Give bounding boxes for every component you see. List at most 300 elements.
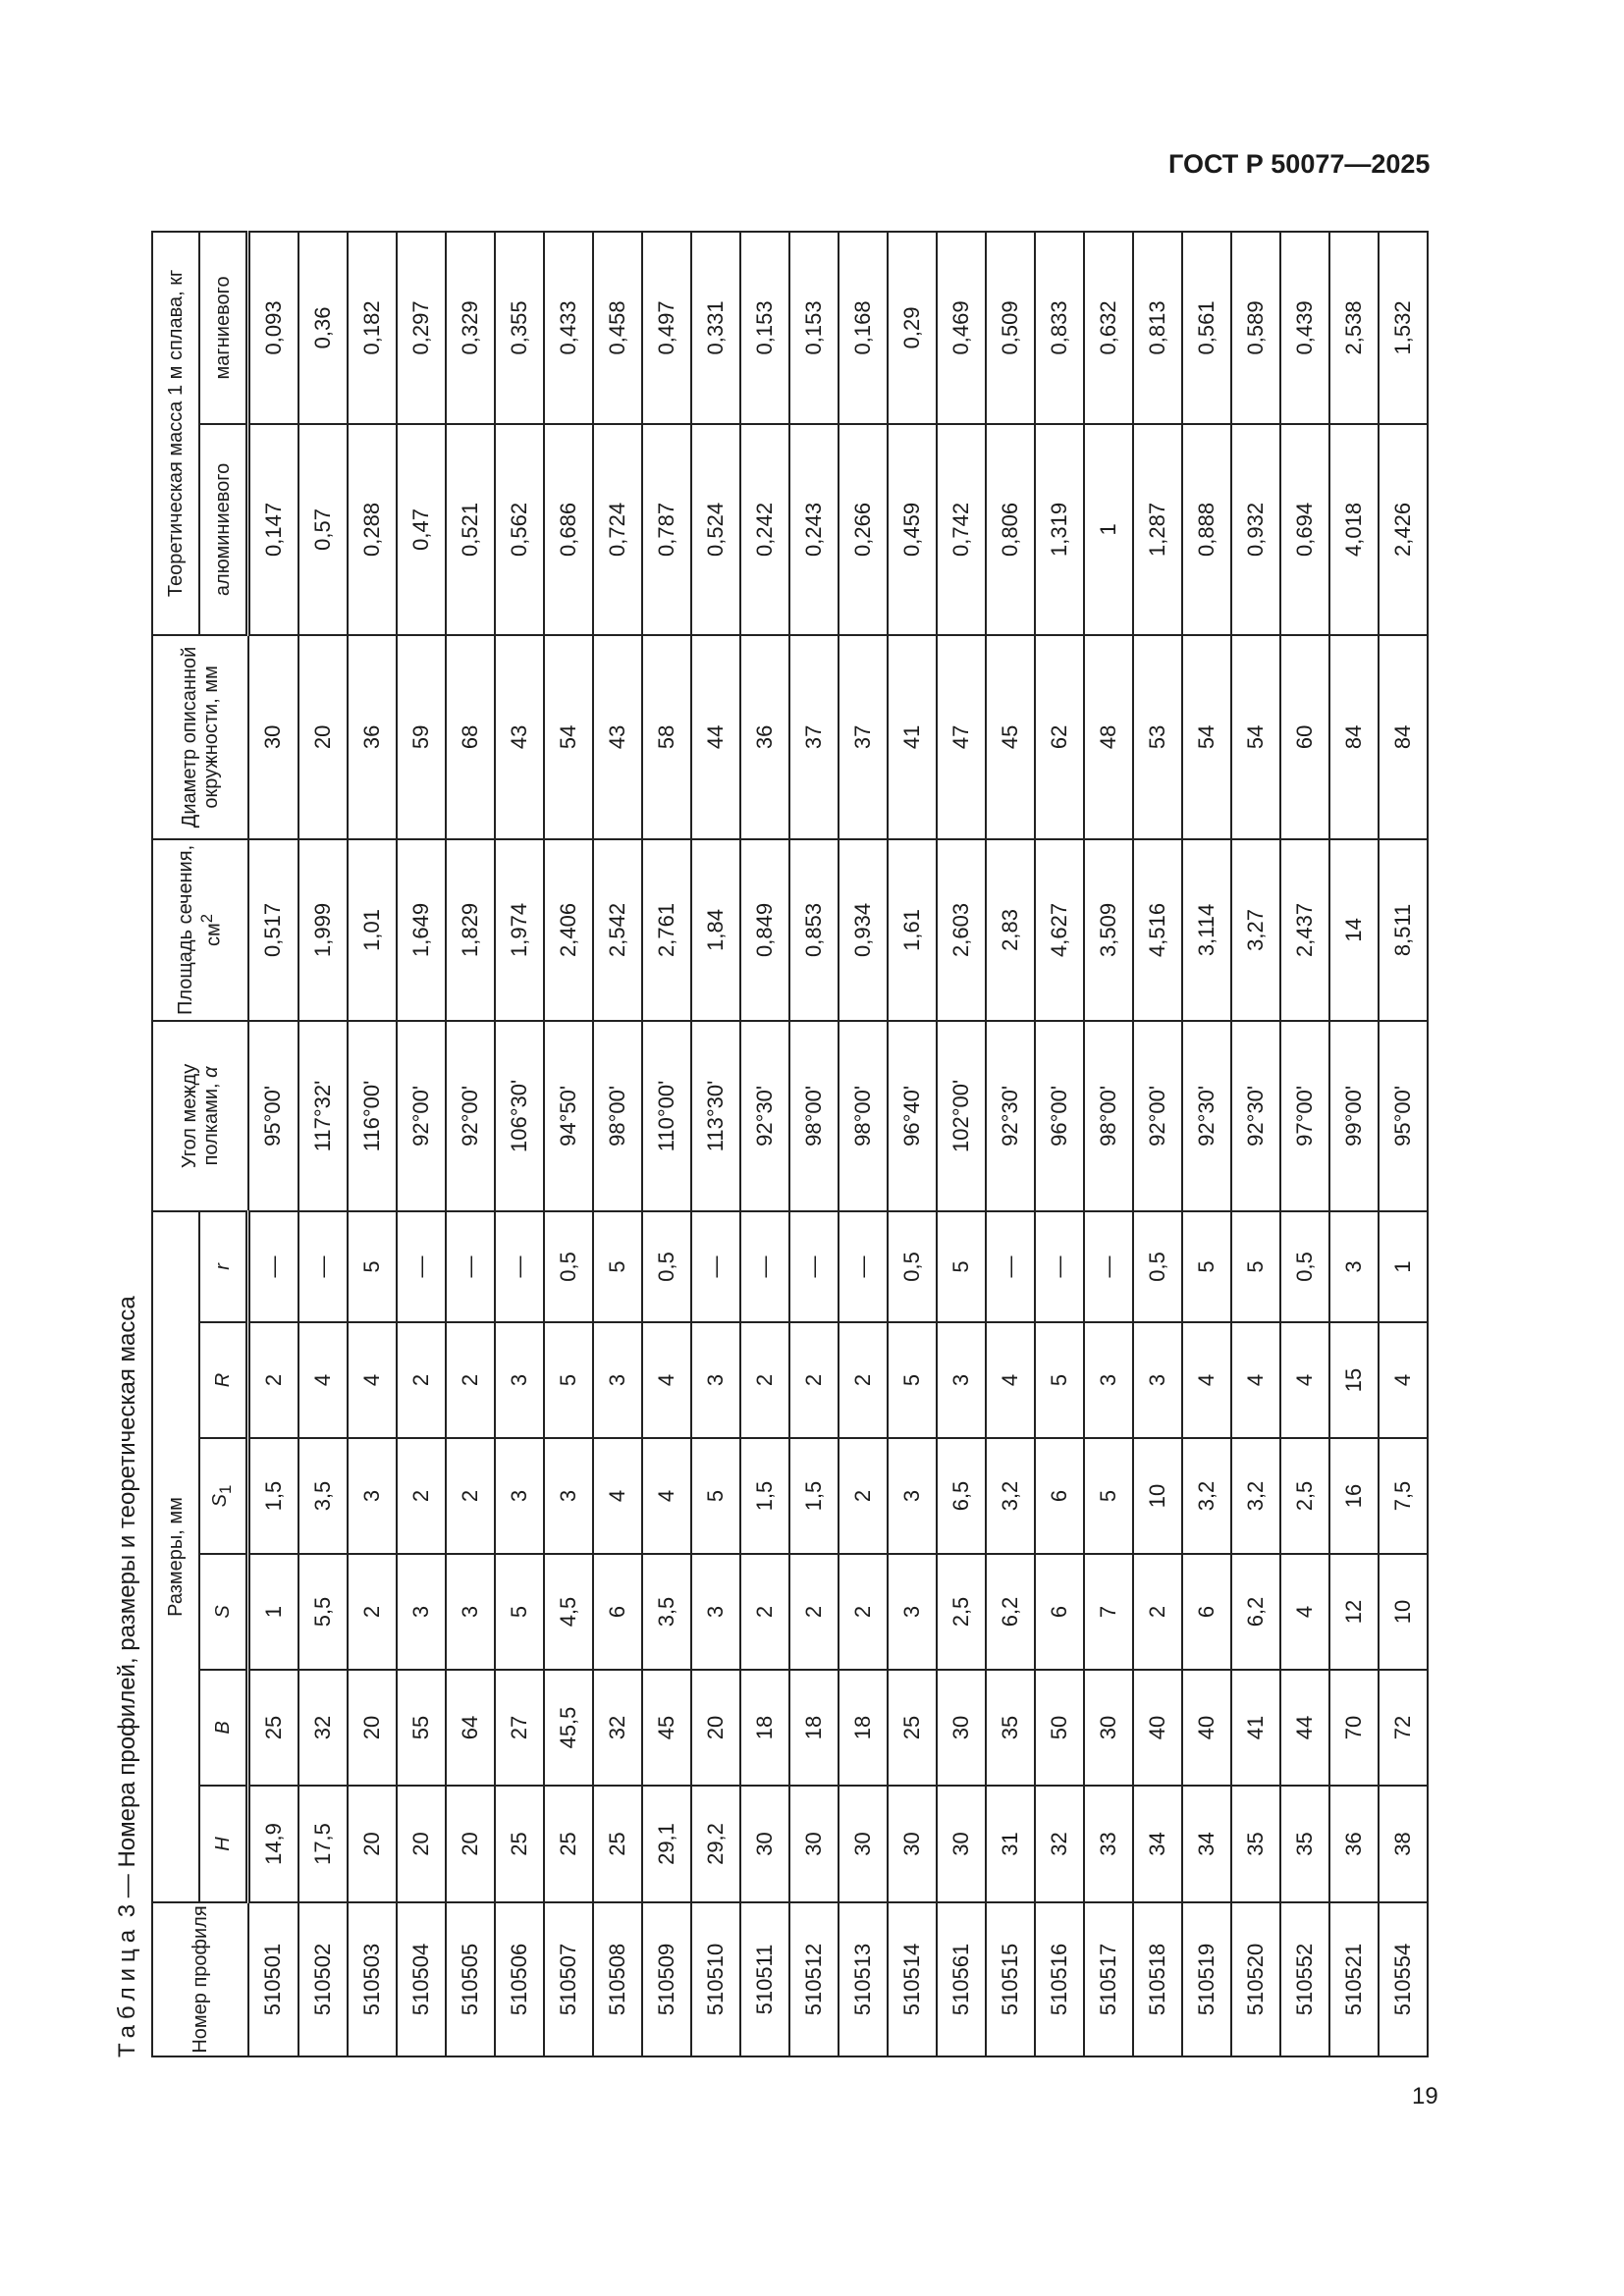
cell-angle: 96°00' [1035, 1021, 1084, 1211]
cell-area: 1,649 [397, 839, 446, 1021]
cell-B: 40 [1182, 1670, 1231, 1786]
header-area: Площадь сечения, $см^2$ [152, 839, 248, 1021]
cell-r: — [298, 1211, 348, 1322]
cell-r: 0,5 [544, 1211, 593, 1322]
cell-profile: 510505 [446, 1902, 495, 2056]
table-row [1231, 232, 1280, 2056]
cell-H: 25 [593, 1786, 642, 1902]
cell-profile: 510504 [397, 1902, 446, 2056]
cell-B: 45 [642, 1670, 691, 1786]
cell-profile: 510507 [544, 1902, 593, 2056]
cell-B: 25 [888, 1670, 937, 1786]
cell-mass-al: 0,47 [397, 424, 446, 635]
cell-mass-mg: 0,153 [740, 232, 789, 424]
cell-B: 32 [593, 1670, 642, 1786]
cell-area: 0,934 [839, 839, 888, 1021]
cell-r: 0,5 [1133, 1211, 1182, 1322]
cell-S1: 6 [1035, 1438, 1084, 1554]
cell-H: 35 [1280, 1786, 1329, 1902]
cell-diameter: 47 [937, 635, 986, 839]
cell-S: 2,5 [937, 1554, 986, 1670]
cell-diameter: 36 [740, 635, 789, 839]
table-row [397, 232, 446, 2056]
cell-r: — [740, 1211, 789, 1322]
table-row [544, 232, 593, 2056]
cell-H: 30 [839, 1786, 888, 1902]
cell-mass-al: 0,724 [593, 424, 642, 635]
cell-R: 5 [1035, 1322, 1084, 1438]
cell-profile: 510506 [495, 1902, 544, 2056]
cell-mass-mg: 1,532 [1379, 232, 1428, 424]
cell-mass-al: 4,018 [1329, 424, 1379, 635]
cell-mass-mg: 0,561 [1182, 232, 1231, 424]
cell-H: 25 [495, 1786, 544, 1902]
cell-S1: 1,5 [789, 1438, 839, 1554]
cell-H: 29,2 [691, 1786, 740, 1902]
rotated-table-block [108, 233, 1430, 2057]
cell-R: 2 [397, 1322, 446, 1438]
cell-angle: 92°30' [986, 1021, 1035, 1211]
cell-S1: 4 [642, 1438, 691, 1554]
header-profile: Номер профиля [152, 1902, 248, 2056]
cell-area: 1,84 [691, 839, 740, 1021]
header-mass: Теоретическая масса 1 м сплава, кг [152, 232, 199, 635]
cell-S1: 5 [691, 1438, 740, 1554]
cell-mass-al: 0,57 [298, 424, 348, 635]
cell-diameter: 62 [1035, 635, 1084, 839]
cell-B: 18 [789, 1670, 839, 1786]
table-row [642, 232, 691, 2056]
cell-S1: 3 [888, 1438, 937, 1554]
table-caption [108, 233, 151, 2057]
table-row [1084, 232, 1133, 2056]
cell-S: 12 [1329, 1554, 1379, 1670]
cell-B: 18 [839, 1670, 888, 1786]
cell-mass-al: 0,562 [495, 424, 544, 635]
cell-S1: 10 [1133, 1438, 1182, 1554]
cell-mass-al: 0,806 [986, 424, 1035, 635]
cell-S1: 3 [544, 1438, 593, 1554]
cell-mass-al: 0,242 [740, 424, 789, 635]
cell-mass-mg: 0,297 [397, 232, 446, 424]
cell-area: 0,849 [740, 839, 789, 1021]
cell-profile: 510519 [1182, 1902, 1231, 2056]
cell-H: 30 [789, 1786, 839, 1902]
cell-R: 4 [1231, 1322, 1280, 1438]
cell-mass-mg: 0,093 [248, 232, 299, 424]
cell-S1: 16 [1329, 1438, 1379, 1554]
cell-angle: 92°30' [1182, 1021, 1231, 1211]
cell-mass-al: 0,147 [248, 424, 299, 635]
cell-angle: 106°30' [495, 1021, 544, 1211]
cell-R: 5 [544, 1322, 593, 1438]
cell-r: — [1035, 1211, 1084, 1322]
cell-S: 2 [789, 1554, 839, 1670]
cell-R: 4 [642, 1322, 691, 1438]
cell-mass-mg: 0,469 [937, 232, 986, 424]
cell-area: 3,114 [1182, 839, 1231, 1021]
cell-mass-mg: 0,433 [544, 232, 593, 424]
cell-area: 8,511 [1379, 839, 1428, 1021]
cell-mass-al: 0,243 [789, 424, 839, 635]
cell-B: 70 [1329, 1670, 1379, 1786]
cell-angle: 92°30' [1231, 1021, 1280, 1211]
cell-diameter: 20 [298, 635, 348, 839]
cell-S: 3 [397, 1554, 446, 1670]
cell-angle: 116°00' [348, 1021, 397, 1211]
cell-area: 3,27 [1231, 839, 1280, 1021]
cell-area: 1,829 [446, 839, 495, 1021]
table-body [248, 232, 1429, 2056]
cell-angle: 102°00' [937, 1021, 986, 1211]
cell-angle: 92°00' [397, 1021, 446, 1211]
cell-mass-al: 0,787 [642, 424, 691, 635]
cell-S1: 3 [348, 1438, 397, 1554]
cell-B: 27 [495, 1670, 544, 1786]
cell-area: 0,853 [789, 839, 839, 1021]
cell-B: 20 [691, 1670, 740, 1786]
cell-S1: 3,2 [1182, 1438, 1231, 1554]
cell-r: 5 [1231, 1211, 1280, 1322]
table-row [1280, 232, 1329, 2056]
cell-diameter: 44 [691, 635, 740, 839]
cell-B: 30 [937, 1670, 986, 1786]
cell-mass-mg: 0,36 [298, 232, 348, 424]
cell-mass-mg: 0,355 [495, 232, 544, 424]
cell-B: 18 [740, 1670, 789, 1786]
cell-r: 0,5 [888, 1211, 937, 1322]
cell-H: 30 [740, 1786, 789, 1902]
cell-H: 30 [937, 1786, 986, 1902]
cell-area: 1,999 [298, 839, 348, 1021]
cell-mass-al: 0,288 [348, 424, 397, 635]
cell-area: 0,517 [248, 839, 299, 1021]
cell-profile: 510513 [839, 1902, 888, 2056]
cell-r: 0,5 [1280, 1211, 1329, 1322]
cell-mass-mg: 0,813 [1133, 232, 1182, 424]
cell-S1: 2 [397, 1438, 446, 1554]
cell-angle: 99°00' [1329, 1021, 1379, 1211]
cell-S: 6,2 [986, 1554, 1035, 1670]
table-row [298, 232, 348, 2056]
cell-B: 64 [446, 1670, 495, 1786]
cell-diameter: 37 [839, 635, 888, 839]
table-row [691, 232, 740, 2056]
cell-R: 4 [348, 1322, 397, 1438]
cell-mass-al: 0,742 [937, 424, 986, 635]
header-B: B [199, 1670, 248, 1786]
cell-r: 1 [1379, 1211, 1428, 1322]
cell-mass-al: 0,521 [446, 424, 495, 635]
cell-H: 35 [1231, 1786, 1280, 1902]
cell-S1: 5 [1084, 1438, 1133, 1554]
cell-S: 7 [1084, 1554, 1133, 1670]
table-row [1133, 232, 1182, 2056]
cell-diameter: 45 [986, 635, 1035, 839]
cell-mass-al: 1 [1084, 424, 1133, 635]
cell-profile: 510508 [593, 1902, 642, 2056]
cell-mass-al: 0,888 [1182, 424, 1231, 635]
table-row [495, 232, 544, 2056]
cell-H: 30 [888, 1786, 937, 1902]
table-row [986, 232, 1035, 2056]
cell-B: 45,5 [544, 1670, 593, 1786]
cell-mass-mg: 0,29 [888, 232, 937, 424]
table-row [1329, 232, 1379, 2056]
cell-mass-mg: 0,439 [1280, 232, 1329, 424]
header-S1: $S_1$ [199, 1438, 248, 1554]
cell-R: 2 [248, 1322, 299, 1438]
cell-S: 3 [691, 1554, 740, 1670]
cell-area: 2,761 [642, 839, 691, 1021]
cell-angle: 113°30' [691, 1021, 740, 1211]
cell-mass-mg: 2,538 [1329, 232, 1379, 424]
cell-S1: 3,2 [1231, 1438, 1280, 1554]
cell-S1: 4 [593, 1438, 642, 1554]
header-dimensions: Размеры, мм [152, 1211, 199, 1902]
cell-B: 55 [397, 1670, 446, 1786]
cell-mass-mg: 0,329 [446, 232, 495, 424]
cell-angle: 92°00' [446, 1021, 495, 1211]
cell-R: 15 [1329, 1322, 1379, 1438]
cell-r: 5 [1182, 1211, 1231, 1322]
cell-area: 4,627 [1035, 839, 1084, 1021]
cell-H: 29,1 [642, 1786, 691, 1902]
cell-diameter: 37 [789, 635, 839, 839]
cell-R: 3 [593, 1322, 642, 1438]
cell-mass-al: 0,459 [888, 424, 937, 635]
table-row [839, 232, 888, 2056]
cell-S1: 2,5 [1280, 1438, 1329, 1554]
cell-area: 4,516 [1133, 839, 1182, 1021]
cell-R: 2 [839, 1322, 888, 1438]
cell-S: 2 [1133, 1554, 1182, 1670]
cell-S: 6 [593, 1554, 642, 1670]
cell-area: 1,61 [888, 839, 937, 1021]
header-aluminium: алюминиевого [199, 424, 248, 635]
table-row [593, 232, 642, 2056]
cell-S: 3 [888, 1554, 937, 1670]
cell-mass-al: 0,694 [1280, 424, 1329, 635]
cell-mass-mg: 0,153 [789, 232, 839, 424]
document-code: ГОСТ Р 50077—2025 [1168, 149, 1431, 179]
cell-mass-mg: 0,632 [1084, 232, 1133, 424]
table-row [937, 232, 986, 2056]
cell-diameter: 48 [1084, 635, 1133, 839]
cell-area: 2,437 [1280, 839, 1329, 1021]
cell-r: — [446, 1211, 495, 1322]
cell-angle: 97°00' [1280, 1021, 1329, 1211]
cell-B: 35 [986, 1670, 1035, 1786]
header-S: S [199, 1554, 248, 1670]
cell-B: 32 [298, 1670, 348, 1786]
cell-R: 4 [1379, 1322, 1428, 1438]
cell-mass-mg: 0,589 [1231, 232, 1280, 424]
cell-mass-al: 1,287 [1133, 424, 1182, 635]
cell-R: 4 [1182, 1322, 1231, 1438]
cell-angle: 92°00' [1133, 1021, 1182, 1211]
cell-area: 14 [1329, 839, 1379, 1021]
cell-area: 1,01 [348, 839, 397, 1021]
cell-mass-al: 1,319 [1035, 424, 1084, 635]
cell-H: 38 [1379, 1786, 1428, 1902]
cell-mass-al: 0,524 [691, 424, 740, 635]
header-magnesium: магниевого [199, 232, 248, 424]
cell-B: 25 [248, 1670, 299, 1786]
cell-area: 2,83 [986, 839, 1035, 1021]
cell-mass-mg: 0,182 [348, 232, 397, 424]
cell-angle: 98°00' [1084, 1021, 1133, 1211]
cell-B: 44 [1280, 1670, 1329, 1786]
cell-area: 1,974 [495, 839, 544, 1021]
cell-S: 5 [495, 1554, 544, 1670]
cell-H: 20 [446, 1786, 495, 1902]
cell-diameter: 54 [544, 635, 593, 839]
cell-mass-al: 0,932 [1231, 424, 1280, 635]
cell-R: 2 [740, 1322, 789, 1438]
cell-R: 3 [691, 1322, 740, 1438]
cell-R: 4 [298, 1322, 348, 1438]
cell-angle: 117°32' [298, 1021, 348, 1211]
cell-B: 72 [1379, 1670, 1428, 1786]
cell-S: 3,5 [642, 1554, 691, 1670]
cell-profile: 510512 [789, 1902, 839, 2056]
cell-S1: 1,5 [740, 1438, 789, 1554]
header-diameter: Диаметр описанной окружности, мм [152, 635, 248, 839]
cell-diameter: 59 [397, 635, 446, 839]
cell-R: 3 [1084, 1322, 1133, 1438]
cell-S: 2 [348, 1554, 397, 1670]
cell-r: — [839, 1211, 888, 1322]
cell-diameter: 84 [1379, 635, 1428, 839]
cell-H: 31 [986, 1786, 1035, 1902]
cell-S1: 7,5 [1379, 1438, 1428, 1554]
cell-angle: 98°00' [839, 1021, 888, 1211]
cell-profile: 510517 [1084, 1902, 1133, 2056]
cell-mass-al: 2,426 [1379, 424, 1428, 635]
cell-profile: 510520 [1231, 1902, 1280, 2056]
cell-B: 30 [1084, 1670, 1133, 1786]
header-angle: Угол между полками, α [152, 1021, 248, 1211]
cell-profile: 510552 [1280, 1902, 1329, 2056]
cell-mass-mg: 0,458 [593, 232, 642, 424]
cell-r: — [789, 1211, 839, 1322]
cell-S: 6 [1035, 1554, 1084, 1670]
cell-S1: 3 [495, 1438, 544, 1554]
cell-R: 3 [1133, 1322, 1182, 1438]
cell-diameter: 43 [495, 635, 544, 839]
cell-diameter: 84 [1329, 635, 1379, 839]
cell-H: 32 [1035, 1786, 1084, 1902]
cell-diameter: 54 [1231, 635, 1280, 839]
cell-angle: 92°30' [740, 1021, 789, 1211]
cell-H: 14,9 [248, 1786, 299, 1902]
cell-diameter: 30 [248, 635, 299, 839]
cell-H: 34 [1182, 1786, 1231, 1902]
cell-profile: 510516 [1035, 1902, 1084, 2056]
cell-R: 4 [986, 1322, 1035, 1438]
table-row [348, 232, 397, 2056]
cell-diameter: 68 [446, 635, 495, 839]
cell-mass-al: 0,686 [544, 424, 593, 635]
cell-S1: 2 [839, 1438, 888, 1554]
cell-r: 0,5 [642, 1211, 691, 1322]
cell-mass-mg: 0,833 [1035, 232, 1084, 424]
cell-B: 41 [1231, 1670, 1280, 1786]
cell-R: 3 [495, 1322, 544, 1438]
cell-R: 5 [888, 1322, 937, 1438]
cell-diameter: 60 [1280, 635, 1329, 839]
cell-r: 5 [937, 1211, 986, 1322]
cell-profile: 510514 [888, 1902, 937, 2056]
cell-angle: 98°00' [789, 1021, 839, 1211]
cell-R: 3 [937, 1322, 986, 1438]
cell-diameter: 58 [642, 635, 691, 839]
cell-angle: 96°40' [888, 1021, 937, 1211]
cell-profile: 510510 [691, 1902, 740, 2056]
cell-area: 2,603 [937, 839, 986, 1021]
cell-S1: 3,2 [986, 1438, 1035, 1554]
cell-r: — [248, 1211, 299, 1322]
cell-R: 2 [446, 1322, 495, 1438]
cell-area: 2,406 [544, 839, 593, 1021]
cell-angle: 94°50' [544, 1021, 593, 1211]
cell-S1: 1,5 [248, 1438, 299, 1554]
cell-profile: 510511 [740, 1902, 789, 2056]
cell-profile: 510521 [1329, 1902, 1379, 2056]
cell-profile: 510554 [1379, 1902, 1428, 2056]
cell-S1: 3,5 [298, 1438, 348, 1554]
cell-S: 10 [1379, 1554, 1428, 1670]
cell-S: 3 [446, 1554, 495, 1670]
cell-H: 25 [544, 1786, 593, 1902]
cell-S: 4,5 [544, 1554, 593, 1670]
table-row [888, 232, 937, 2056]
cell-profile: 510561 [937, 1902, 986, 2056]
cell-H: 33 [1084, 1786, 1133, 1902]
cell-r: 5 [348, 1211, 397, 1322]
cell-diameter: 36 [348, 635, 397, 839]
cell-angle: 98°00' [593, 1021, 642, 1211]
cell-r: — [691, 1211, 740, 1322]
cell-H: 20 [348, 1786, 397, 1902]
cell-mass-mg: 0,497 [642, 232, 691, 424]
cell-r: — [1084, 1211, 1133, 1322]
cell-diameter: 53 [1133, 635, 1182, 839]
header-r: r [199, 1211, 248, 1322]
cell-angle: 110°00' [642, 1021, 691, 1211]
cell-diameter: 43 [593, 635, 642, 839]
cell-S: 5,5 [298, 1554, 348, 1670]
header-R: R [199, 1322, 248, 1438]
cell-profile: 510503 [348, 1902, 397, 2056]
cell-r: 5 [593, 1211, 642, 1322]
cell-r: — [397, 1211, 446, 1322]
cell-B: 20 [348, 1670, 397, 1786]
table-row [1379, 232, 1428, 2056]
cell-B: 50 [1035, 1670, 1084, 1786]
cell-r: — [495, 1211, 544, 1322]
cell-profile: 510518 [1133, 1902, 1182, 2056]
cell-S: 2 [740, 1554, 789, 1670]
table-row [740, 232, 789, 2056]
cell-mass-mg: 0,331 [691, 232, 740, 424]
cell-R: 2 [789, 1322, 839, 1438]
cell-mass-al: 0,266 [839, 424, 888, 635]
cell-S: 2 [839, 1554, 888, 1670]
cell-angle: 95°00' [1379, 1021, 1428, 1211]
cell-H: 34 [1133, 1786, 1182, 1902]
